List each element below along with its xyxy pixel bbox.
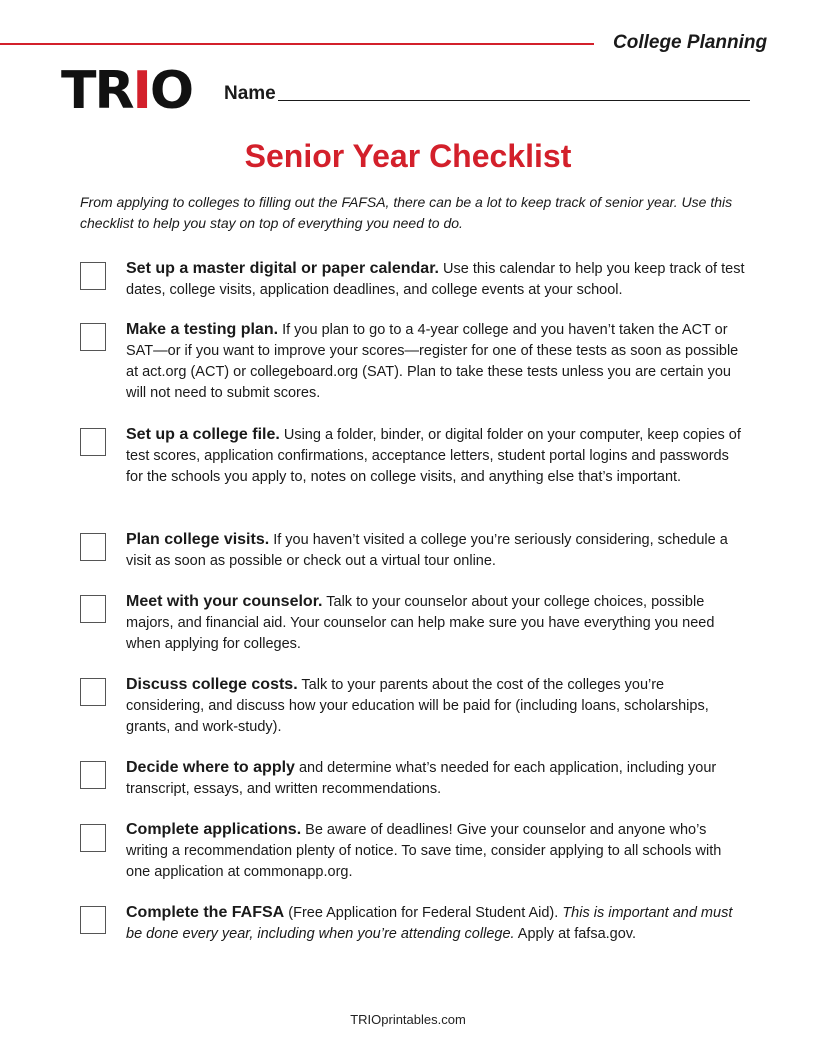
item-lead: Set up a college file. <box>126 426 280 443</box>
checkbox[interactable] <box>80 906 106 934</box>
logo-letter-t: T <box>61 61 95 121</box>
item-lead: Complete applications. <box>126 821 302 838</box>
category-label: College Planning <box>613 32 768 53</box>
checkbox[interactable] <box>80 428 106 456</box>
item-emphasis: This is important and must be done every year, including when you’re attending college. <box>126 905 733 942</box>
item-text <box>126 819 746 883</box>
item-body: Be aware of deadlines! Give your counselor and anyone who’s writing a recommendation plenty of notice. To save time, consider applying to all schools with one application at commonapp.org. <box>126 822 722 880</box>
item-lead: Plan college visits. <box>126 531 270 548</box>
item-body: (Free Application for Federal Student Aid). <box>284 905 563 921</box>
item-text <box>126 902 746 945</box>
item-text <box>126 424 746 488</box>
item-body: Using a folder, binder, or digital folder on your computer, keep copies of test scores, application confirmations, acceptance letters, student portal logins and passwords for the schools you apply to, notes on college visits, and anything else that’s important. <box>126 427 741 485</box>
item-body: and determine what’s needed for each application, including your transcript, essays, and written recommendations. <box>126 760 717 797</box>
item-body: If you plan to go to a 4-year college and you haven’t taken the ACT or SAT—or if you want to improve your scores—register for one of these tests as soon as possible at act.org (ACT) or collegeboard.org (SAT). Plan to take these tests unless you are certain you will not need to submit scores. <box>126 322 739 401</box>
item-lead: Make a testing plan. <box>126 321 279 338</box>
logo-letter-o: O <box>149 61 193 121</box>
item-lead: Decide where to apply <box>126 759 295 776</box>
footer-link[interactable]: TRIOprintables.com <box>350 1012 466 1027</box>
logo-letter-r: R <box>94 61 133 121</box>
item-lead: Discuss college costs. <box>126 676 298 693</box>
item-body: If you haven’t visited a college you’re seriously considering, schedule a visit as soon as possible or check out a virtual tour online. <box>126 532 728 569</box>
logo-letter-i: I <box>132 61 150 121</box>
item-lead: Set up a master digital or paper calendar. <box>126 260 439 277</box>
item-tail: Apply at fafsa.gov. <box>514 926 636 942</box>
checkbox[interactable] <box>80 761 106 789</box>
item-text <box>126 319 746 404</box>
item-body: Talk to your counselor about your college choices, possible majors, and financial aid. Your counselor can help make sure you have everything you need when applying for colleges. <box>126 594 715 652</box>
checkbox[interactable] <box>80 824 106 852</box>
name-label: Name <box>224 83 276 104</box>
item-text <box>126 529 746 572</box>
intro-text: From applying to colleges to filling out the FAFSA, there can be a lot to keep track of senior year. Use this checklist to help you stay on top of everything you need to do. <box>80 194 733 231</box>
item-text <box>126 258 746 301</box>
page-title: Senior Year Checklist <box>244 138 572 174</box>
checkbox[interactable] <box>80 323 106 351</box>
item-text <box>126 757 746 800</box>
checkbox[interactable] <box>80 595 106 623</box>
item-lead: Complete the FAFSA <box>126 904 285 921</box>
checkbox[interactable] <box>80 678 106 706</box>
item-lead: Meet with your counselor. <box>126 593 323 610</box>
item-text <box>126 591 746 655</box>
item-body: Talk to your parents about the cost of the colleges you’re considering, and discuss how your education will be paid for (including loans, scholarships, grants, and work-study). <box>126 677 709 735</box>
item-text <box>126 674 746 738</box>
checkbox[interactable] <box>80 262 106 290</box>
checkbox[interactable] <box>80 533 106 561</box>
item-body: Use this calendar to help you keep track of test dates, college visits, application deadlines, and college events at your school. <box>126 261 745 298</box>
